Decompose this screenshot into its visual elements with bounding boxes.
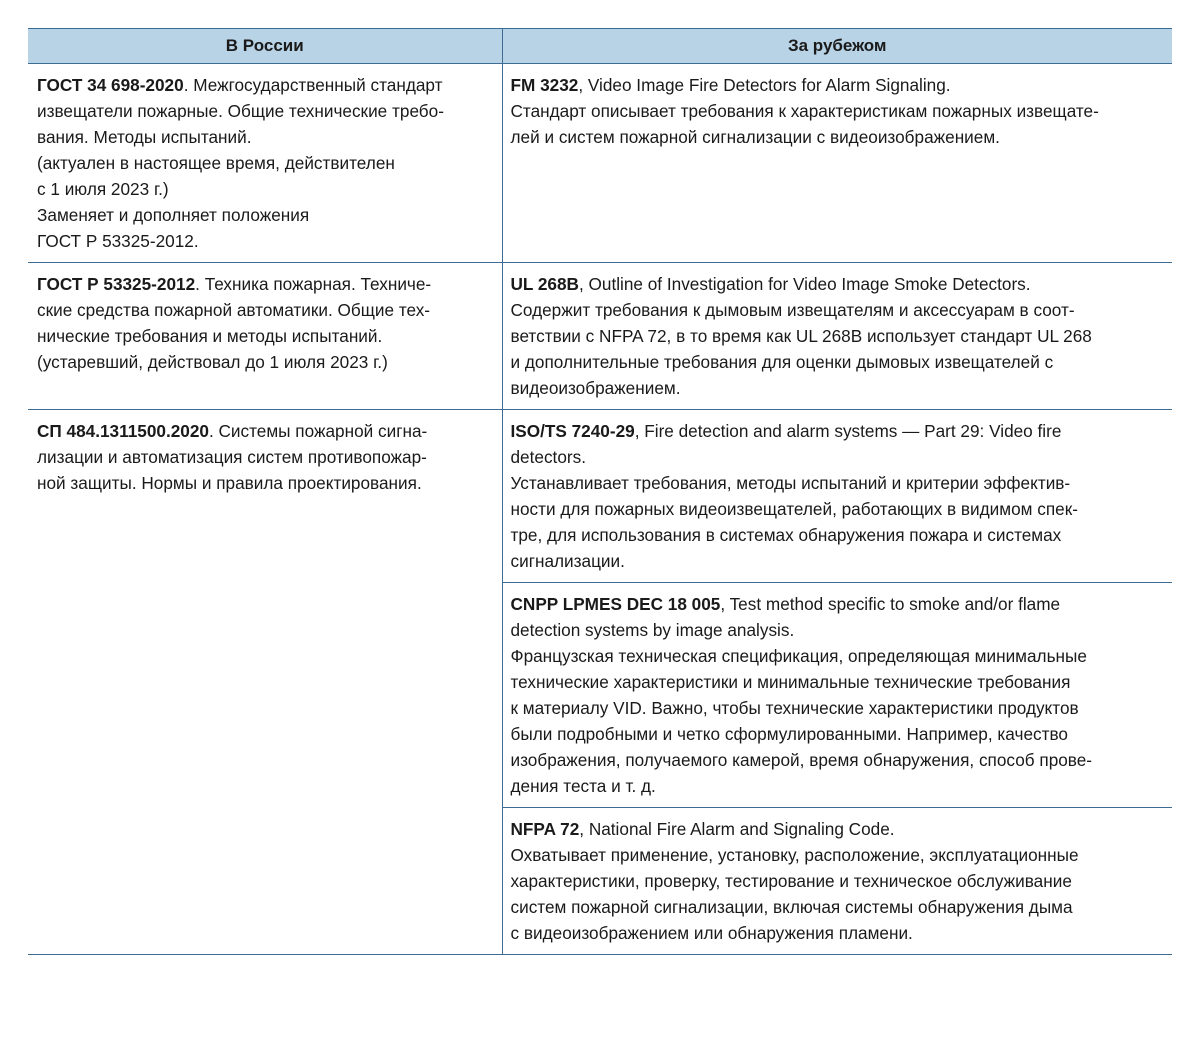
- text-line: ские средства пожарной автоматики. Общие тех-: [37, 300, 431, 320]
- text-line: сигнализации.: [510, 551, 625, 571]
- text-line: Содержит требования к дымовым извещателям и аксессуарам в соот-: [510, 300, 1075, 320]
- text-line: ГОСТ Р 53325-2012.: [37, 231, 199, 251]
- cell-abroad: [502, 263, 1172, 410]
- standard-code: NFPA 72: [510, 819, 580, 839]
- cell-abroad: [502, 583, 1172, 808]
- text-line: Заменяет и дополняет положения: [37, 205, 310, 225]
- text-line: ветствии с NFPA 72, в то время как UL 268B использует стандарт UL 268: [510, 326, 1092, 346]
- text-line: лизации и автоматизация систем противопожар-: [37, 447, 427, 467]
- standard-title: , National Fire Alarm and Signaling Code.: [579, 819, 895, 839]
- standard-code: СП 484.1311500.2020: [37, 421, 209, 441]
- cell-abroad: [502, 808, 1172, 955]
- table-row: [28, 410, 1172, 583]
- text-line: ной защиты. Нормы и правила проектирования.: [37, 473, 422, 493]
- standard-title: , Fire detection and alarm systems — Part 29: Video fire: [634, 421, 1062, 441]
- text-line: и дополнительные требования для оценки дымовых извещателей с: [510, 352, 1054, 372]
- text-line: вания. Методы испытаний.: [37, 127, 252, 147]
- text-line: Устанавливает требования, методы испытаний и критерии эффектив-: [510, 473, 1071, 493]
- text-line: видеоизображением.: [510, 378, 681, 398]
- standard-code: UL 268B: [510, 274, 579, 294]
- text-line: технические характеристики и минимальные технические требования: [510, 672, 1071, 692]
- standard-title: . Системы пожарной сигна-: [208, 421, 428, 441]
- cell-russia: [28, 410, 502, 955]
- text-line: систем пожарной сигнализации, включая системы обнаружения дыма: [510, 897, 1073, 917]
- standard-code: ГОСТ 34 698-2020: [37, 75, 184, 95]
- text-line: с видеоизображением или обнаружения пламени.: [510, 923, 913, 943]
- standard-code: FM 3232: [510, 75, 579, 95]
- standard-title: . Межгосударственный стандарт: [183, 75, 443, 95]
- table-row: [28, 64, 1172, 263]
- table-row: [28, 263, 1172, 410]
- cell-abroad: [502, 410, 1172, 583]
- standards-comparison: [28, 28, 1172, 955]
- text-line: изображения, получаемого камерой, время обнаружения, способ прове-: [510, 750, 1093, 770]
- cell-russia: [28, 263, 502, 410]
- text-line: нические требования и методы испытаний.: [37, 326, 383, 346]
- cell-abroad: [502, 64, 1172, 263]
- text-line: Французская техническая спецификация, определяющая минимальные: [510, 646, 1087, 666]
- text-line: были подробными и четко сформулированными. Например, качество: [510, 724, 1068, 744]
- standard-code: ISO/TS 7240-29: [510, 421, 635, 441]
- table-header-row: [28, 29, 1172, 64]
- standard-title: . Техника пожарная. Техниче-: [195, 274, 432, 294]
- text-line: к материалу VID. Важно, чтобы технические характеристики продуктов: [510, 698, 1079, 718]
- text-line: Стандарт описывает требования к характеристикам пожарных извещате-: [510, 101, 1099, 121]
- standard-code: CNPP LPMES DEC 18 005: [510, 594, 721, 614]
- text-line: (актуален в настоящее время, действителен: [37, 153, 395, 173]
- standard-code: ГОСТ Р 53325-2012: [37, 274, 196, 294]
- header-russia: В России: [28, 29, 502, 64]
- text-line: detection systems by image analysis.: [510, 620, 795, 640]
- text-line: дения теста и т. д.: [510, 776, 656, 796]
- standard-title: , Outline of Investigation for Video Image Smoke Detectors.: [578, 274, 1031, 294]
- standards-table: [28, 28, 1172, 955]
- text-line: Охватывает применение, установку, расположение, эксплуатационные: [510, 845, 1079, 865]
- text-line: извещатели пожарные. Общие технические требо-: [37, 101, 444, 121]
- text-line: лей и систем пожарной сигнализации с видеоизображением.: [510, 127, 1000, 147]
- text-line: (устаревший, действовал до 1 июля 2023 г.): [37, 352, 388, 372]
- standard-title: , Video Image Fire Detectors for Alarm Signaling.: [578, 75, 951, 95]
- standard-title: , Test method specific to smoke and/or flame: [720, 594, 1061, 614]
- text-line: тре, для использования в системах обнаружения пожара и системах: [510, 525, 1062, 545]
- text-line: характеристики, проверку, тестирование и техническое обслуживание: [510, 871, 1072, 891]
- header-abroad: За рубежом: [502, 29, 1172, 64]
- cell-russia: [28, 64, 502, 263]
- text-line: detectors.: [510, 447, 586, 467]
- text-line: ности для пожарных видеоизвещателей, работающих в видимом спек-: [510, 499, 1078, 519]
- text-line: с 1 июля 2023 г.): [37, 179, 169, 199]
